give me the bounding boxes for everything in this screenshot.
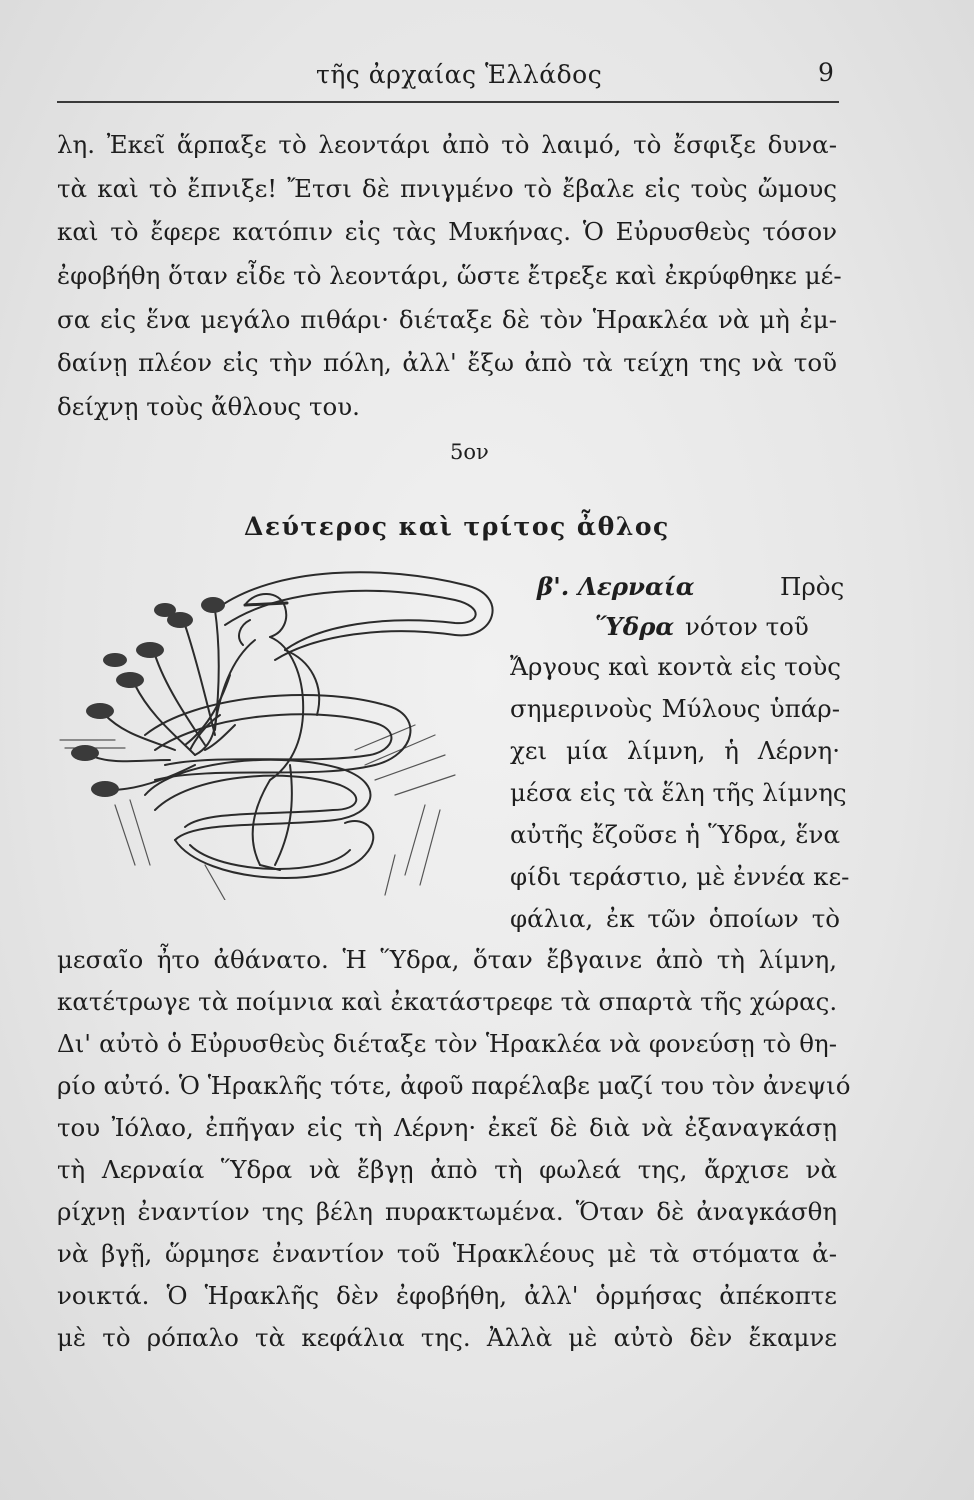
text-line: νοικτά. Ὁ Ἡρακλῆς δὲν ἐφοβήθη, ἀλλ' ὁρμήσας ἀπέκοπτε xyxy=(57,1281,837,1310)
text-line: λη. Ἐκεῖ ἅρπαξε τὸ λεοντάρι ἀπὸ τὸ λαιμό, τὸ ἔσφιξε δυνα- xyxy=(57,130,837,159)
text-line: καὶ τὸ ἔφερε κατόπιν εἰς τὰς Μυκήνας. Ὁ Εὐρυσθεὺς τόσον xyxy=(57,217,837,246)
sidehead-title: β'. Λερναία xyxy=(537,572,695,601)
text-line: τὴ Λερναία Ὕδρα νὰ ἔβγῃ ἀπὸ τὴ φωλεά της, ἄρχισε νὰ xyxy=(57,1155,837,1184)
text-line: νὰ βγῇ, ὥρμησε ἐναντίον τοῦ Ἡρακλέους μὲ τὰ στόματα ἀ- xyxy=(57,1239,837,1268)
side-text-line: σημερινοὺς Μύλους ὑπάρ- xyxy=(510,694,840,723)
side-text-line: μέσα εἰς τὰ ἕλη τῆς λίμνης xyxy=(510,778,847,807)
text-line: δαίνῃ πλέον εἰς τὴν πόλη, ἀλλ' ἔξω ἀπὸ τὰ τείχη της νὰ τοῦ xyxy=(57,348,837,377)
text-line: μεσαῖο ἦτο ἀθάνατο. Ἡ Ὕδρα, ὅταν ἔβγαινε ἀπὸ τὴ λίμνη, xyxy=(57,945,837,974)
text-line: κατέτρωγε τὰ ποίμνια καὶ ἐκατάστρεφε τὰ σπαρτὰ τῆς χώρας. xyxy=(57,987,838,1016)
section-title: Δεύτερος καὶ τρίτος ἆθλος xyxy=(244,512,670,541)
text-line: ρίο αὐτό. Ὁ Ἡρακλῆς τότε, ἀφοῦ παρέλαβε μαζί του τὸν ἀνεψιό xyxy=(57,1071,851,1100)
side-text-line: χει μία λίμνη, ἡ Λέρνη· xyxy=(510,736,840,765)
header-rule xyxy=(57,101,839,103)
text-line: δείχνῃ τοὺς ἄθλους του. xyxy=(57,392,360,421)
section-number: 5ον xyxy=(450,440,489,464)
sidehead-subtitle: Ὕδρα xyxy=(595,612,675,641)
text-line: τὰ καὶ τὸ ἔπνιξε! Ἔτσι δὲ πνιγμένο τὸ ἔβαλε εἰς τοὺς ὤμους xyxy=(57,174,837,203)
text-line: ἐφοβήθη ὅταν εἶδε τὸ λεοντάρι, ὥστε ἔτρεξε καὶ ἐκρύφθηκε μέ- xyxy=(57,261,842,290)
page-number: 9 xyxy=(818,58,834,87)
text-line: μὲ τὸ ρόπαλο τὰ κεφάλια της. Ἀλλὰ μὲ αὐτὸ δὲν ἔκαμνε xyxy=(57,1323,837,1352)
running-head: τῆς ἀρχαίας Ἑλλάδος xyxy=(316,60,603,89)
side-text-line: φίδι τεράστιο, μὲ ἐννέα κε- xyxy=(510,862,850,891)
heracles-hydra-illustration xyxy=(55,565,500,900)
text-line: ρίχνῃ ἐναντίον της βέλη πυρακτωμένα. Ὅταν δὲ ἀναγκάσθη xyxy=(57,1197,837,1226)
side-text-line: αὐτῆς ἔζοῦσε ἡ Ὕδρα, ἕνα xyxy=(510,820,840,849)
text-line: σα εἰς ἕνα μεγάλο πιθάρι· διέταξε δὲ τὸν Ἡρακλέα νὰ μὴ ἐμ- xyxy=(57,305,837,334)
sidehead-line xyxy=(595,612,675,641)
sidehead-line xyxy=(537,572,695,601)
side-text-line: Πρὸς xyxy=(780,572,845,601)
side-text-line: Ἄργους καὶ κοντὰ εἰς τοὺς xyxy=(510,652,842,681)
text-line: του Ἰόλαο, ἐπῆγαν εἰς τὴ Λέρνη· ἐκεῖ δὲ διὰ νὰ ἐξαναγκάσῃ xyxy=(57,1113,837,1142)
side-text-line: φάλια, ἐκ τῶν ὁποίων τὸ xyxy=(510,904,840,933)
text-line: Δι' αὐτὸ ὁ Εὐρυσθεὺς διέταξε τὸν Ἡρακλέα νὰ φονεύσῃ τὸ θη- xyxy=(57,1029,837,1058)
side-text-line: νότον τοῦ xyxy=(685,612,809,641)
